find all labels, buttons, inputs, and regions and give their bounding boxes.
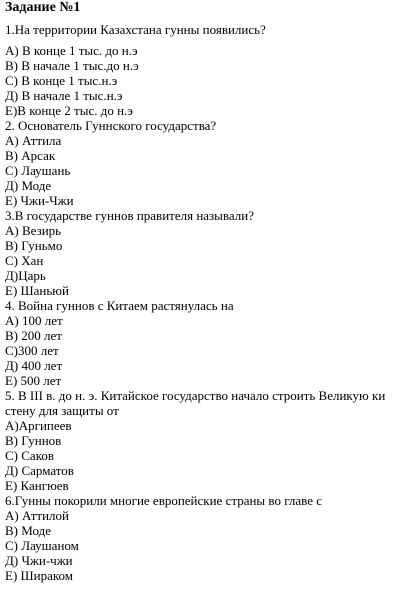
question-text-continued: стену для защиты от [5, 403, 119, 418]
answer-option: Е) 500 лет [5, 373, 62, 388]
answer-option: С) Саков [5, 448, 54, 463]
answer-option: А) Аттила [5, 133, 62, 148]
answer-option: С) Лаушань [5, 163, 71, 178]
assignment-title: Задание №1 [5, 0, 81, 15]
answer-option: Д) Чжи-чжи [5, 553, 73, 568]
answer-option: А) Везирь [5, 223, 62, 238]
answer-option: Е) Шираком [5, 568, 73, 583]
answer-option: С) Хан [5, 253, 44, 268]
answer-option: В) Моде [5, 523, 51, 538]
answer-option: В) Арсак [5, 148, 56, 163]
answer-option: С) Лаушаном [5, 538, 79, 553]
answer-option: С) В конце 1 тыс.н.э [5, 73, 118, 88]
answer-option: Е) Кангюев [5, 478, 69, 493]
answer-option: А) 100 лет [5, 313, 63, 328]
answer-option: Д)Царь [5, 268, 46, 283]
question-text: 2. Основатель Гуннского государства? [5, 118, 217, 133]
question-6 [5, 493, 401, 583]
question-3 [5, 208, 401, 298]
answer-option: С)300 лет [5, 343, 59, 358]
answer-option: В) 200 лет [5, 328, 62, 343]
question-text: 5. В III в. до н. э. Китайское государство начало строить Великую ки [5, 388, 386, 403]
question-4 [5, 298, 401, 388]
question-text: 6.Гунны покорили многие европейские страны во главе с [5, 493, 322, 508]
answer-option: Е)В конце 2 тыс. до н.э [5, 103, 133, 118]
answer-option: В) Гуньмо [5, 238, 63, 253]
question-text: 3.В государстве гуннов правителя называли? [5, 208, 254, 223]
answer-option: Д) В начале 1 тыс.н.э [5, 88, 123, 103]
question-text: 4. Война гуннов с Китаем растянулась на [5, 298, 234, 313]
answer-option: Д) Сарматов [5, 463, 74, 478]
answer-option: А) В конце 1 тыс. до н.э [5, 43, 138, 58]
answer-option: В) Гуннов [5, 433, 62, 448]
answer-option: А)Аргипеев [5, 418, 72, 433]
answer-option: А) Аттилой [5, 508, 69, 523]
answer-option: Д) Моде [5, 178, 52, 193]
answer-option: Е) Шаньюй [5, 283, 69, 298]
question-5 [5, 388, 401, 493]
question-1 [5, 22, 401, 118]
answer-option: В) В начале 1 тыс.до н.э [5, 58, 139, 73]
answer-option: Е) Чжи-Чжи [5, 193, 74, 208]
question-2 [5, 118, 401, 208]
answer-option: Д) 400 лет [5, 358, 63, 373]
question-text: 1.На территории Казахстана гунны появились? [5, 22, 266, 37]
